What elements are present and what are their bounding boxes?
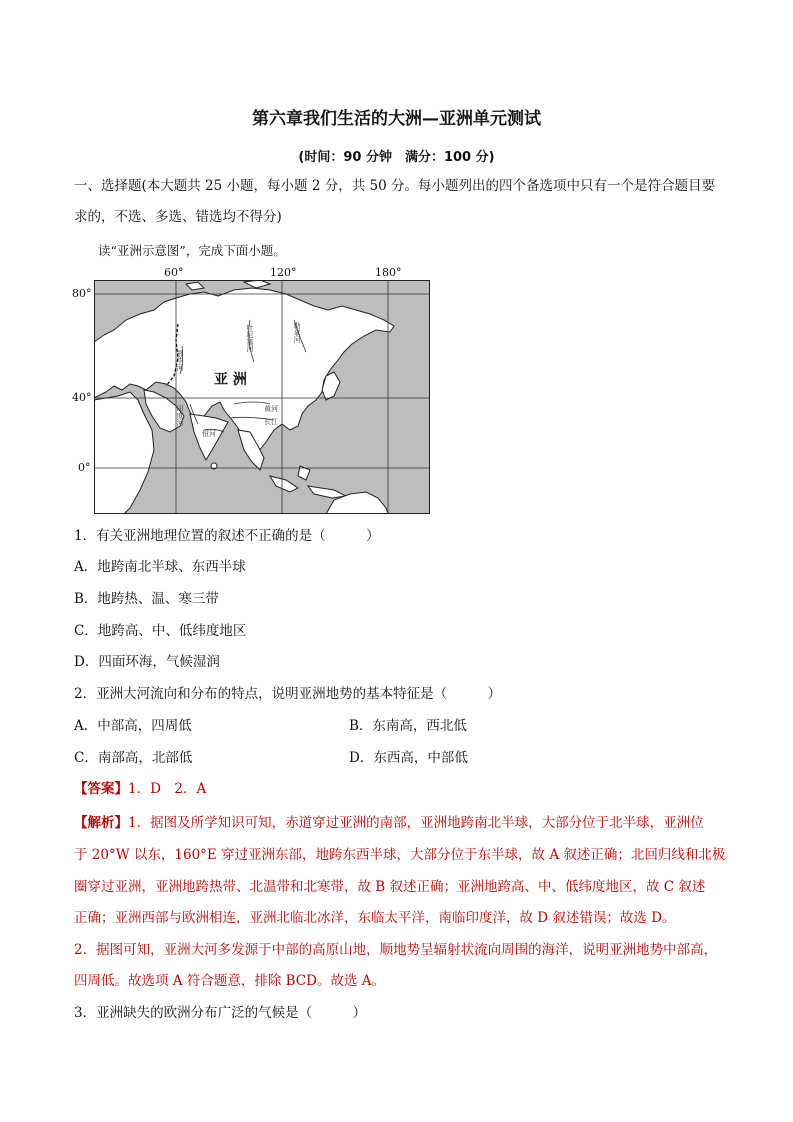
river-label-yellow: 黄河 [264, 405, 278, 413]
asia-map [94, 280, 430, 514]
question-1-option-a: A．地跨南北半球、东西半球 [74, 559, 246, 575]
river-label-ganges: 恒河 [202, 430, 216, 438]
question-2-option-d: D．东西高，中部低 [349, 750, 468, 766]
question-1-stem: 1．有关亚洲地理位置的叙述不正确的是（ ） [74, 528, 380, 544]
analysis-text-1: 1．据图及所学知识可知，赤道穿过亚洲的南部，亚洲地跨南北半球，大部分位于北半球，亚洲位 [128, 815, 704, 831]
lon-label-180: 180° [375, 266, 402, 279]
river-label-lena: 勒拿河 [293, 322, 301, 343]
river-label-indus: 印度河 [176, 405, 184, 426]
question-1-option-c: C．地跨高、中、低纬度地区 [74, 623, 247, 639]
analysis-line-6: 四周低。故选项 A 符合题意，排除 BCD。故选 A。 [74, 973, 385, 989]
section-header-line-2: 求的，不选、多选、错选均不得分) [74, 209, 282, 225]
lat-label-40: 40° [72, 391, 92, 404]
map-region-label: 亚 洲 [214, 372, 247, 388]
analysis-line-3: 圈穿过亚洲，亚洲地跨热带、北温带和北寒带，故 B 叙述正确；亚洲地跨高、中、低纬度地区，故 C 叙述 [74, 879, 706, 895]
answer-tag: 【答案】 [74, 781, 128, 797]
page-title: 第六章我们生活的大洲—亚洲单元测试 [252, 109, 541, 129]
analysis-line-4: 正确；亚洲西部与欧洲相连，亚洲北临北冰洋，东临太平洋，南临印度洋，故 D 叙述错误；故选 D。 [74, 910, 676, 926]
analysis-line-2: 于 20°W 以东，160°E 穿过亚洲东部，地跨东西半球，大部分位于东半球，故 A 叙述正确；北回归线和北极 [74, 847, 726, 863]
answer-line [74, 779, 206, 799]
river-label-ob: 鄂毕河 [176, 350, 184, 371]
question-2-option-c: C．南部高，北部低 [74, 750, 193, 766]
question-2-stem: 2．亚洲大河流向和分布的特点，说明亚洲地势的基本特征是（ ） [74, 686, 502, 702]
question-2-option-a: A．中部高，四周低 [74, 718, 192, 734]
section-header-line-1: 一、选择题(本大题共 25 小题，每小题 2 分，共 50 分。每小题列出的四个备选项中只有一个是符合题目要 [74, 178, 715, 194]
question-1-option-b: B．地跨热、温、寒三带 [74, 591, 219, 607]
exam-time-info: (时间：90 分钟 满分：100 分) [298, 150, 495, 165]
lat-label-0: 0° [78, 461, 91, 474]
analysis-line-5: 2．据图可知，亚洲大河多发源于中部的高原山地，顺地势呈辐射状流向周围的海洋，说明亚洲地势中部高， [74, 942, 718, 958]
river-label-yangtze: 长江 [264, 418, 278, 426]
question-2-option-b: B．东南高，西北低 [349, 718, 467, 734]
question-1-option-d: D．四面环海，气候湿润 [74, 654, 220, 670]
analysis-tag: 【解析】 [74, 815, 128, 831]
river-label-yenisei: 叶尼塞河 [246, 324, 254, 352]
answer-text: 1．D 2．A [128, 781, 207, 797]
map-instruction: 读“亚洲示意图”，完成下面小题。 [98, 243, 286, 258]
analysis-line-1 [74, 813, 704, 833]
lon-label-120: 120° [270, 266, 297, 279]
lon-label-60: 60° [164, 266, 184, 279]
question-3-stem: 3．亚洲缺失的欧洲分布广泛的气候是（ ） [74, 1005, 367, 1021]
lat-label-80: 80° [72, 287, 92, 300]
